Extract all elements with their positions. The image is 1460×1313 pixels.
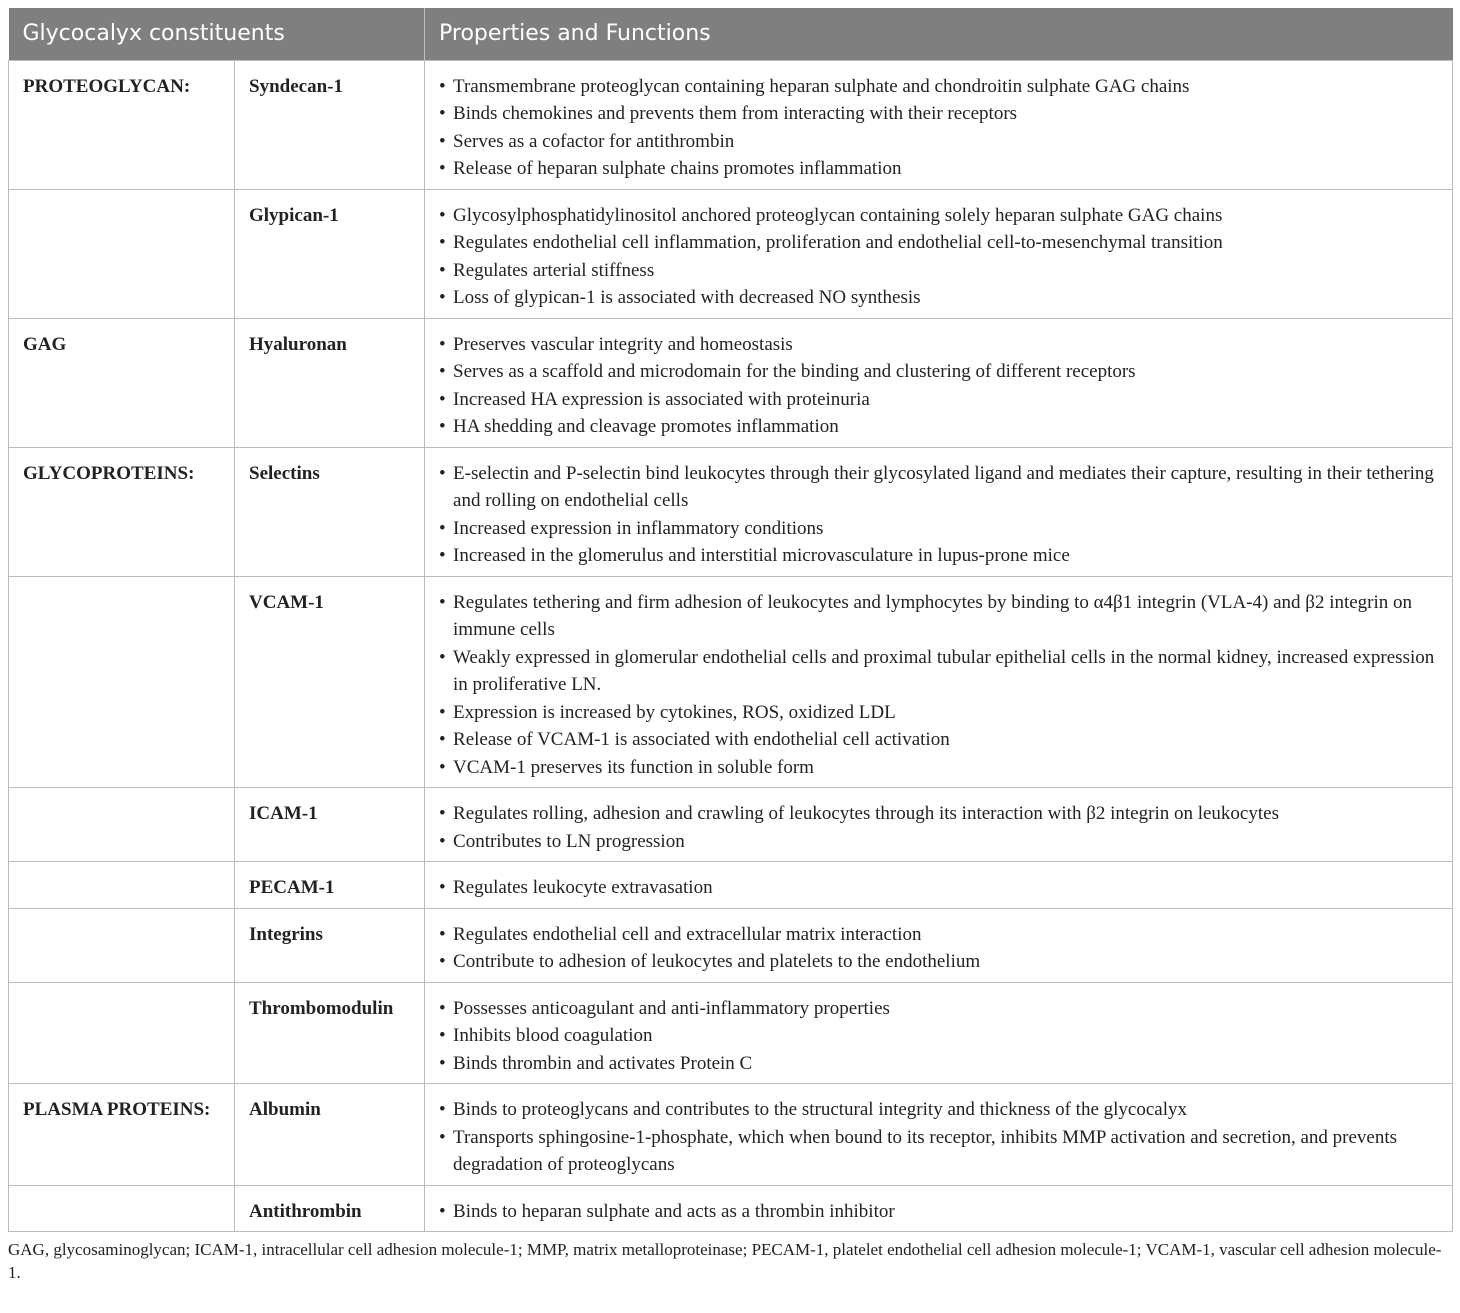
property-item [439, 284, 1438, 312]
bullet-icon: • [439, 232, 446, 253]
property-text: Binds to heparan sulphate and acts as a thrombin inhibitor [453, 1200, 895, 1222]
property-text: Binds chemokines and prevents them from interacting with their receptors [453, 103, 1018, 124]
constituent-cell: Albumin [235, 1084, 425, 1186]
table-body [9, 60, 1453, 1232]
group-cell [9, 982, 235, 1084]
property-text: Release of VCAM-1 is associated with endothelial cell activation [453, 729, 950, 750]
properties-list [439, 331, 1438, 441]
bullet-icon: • [439, 729, 446, 750]
bullet-icon: • [439, 130, 446, 152]
property-item [439, 828, 1438, 856]
constituent-cell: Integrins [235, 908, 425, 982]
group-cell [9, 908, 235, 982]
property-text: Regulates rolling, adhesion and crawling of leukocytes through its interaction with β2 integrin on leukocytes [453, 803, 1279, 824]
bullet-icon: • [439, 333, 446, 355]
bullet-icon: • [439, 416, 446, 437]
bullet-icon: • [439, 951, 446, 972]
property-text: Contributes to LN progression [453, 830, 685, 852]
property-item [439, 1022, 1438, 1050]
constituent-cell: VCAM-1 [235, 576, 425, 788]
property-text: Serves as a scaffold and microdomain for the binding and clustering of different receptors [453, 361, 1136, 382]
property-item [439, 1124, 1438, 1179]
bullet-icon: • [439, 517, 446, 539]
property-text: HA shedding and cleavage promotes inflammation [453, 416, 839, 437]
glycocalyx-table-container [8, 8, 1452, 1232]
bullet-icon: • [439, 646, 446, 668]
header-row [9, 8, 1453, 60]
header-constituents: Glycocalyx constituents [9, 8, 425, 60]
bullet-icon: • [439, 545, 446, 566]
table-row [9, 788, 1453, 862]
property-item [439, 100, 1438, 128]
glycocalyx-table [8, 8, 1453, 1232]
group-cell [9, 576, 235, 788]
property-item [439, 257, 1438, 285]
property-item [439, 460, 1438, 515]
property-item [439, 995, 1438, 1023]
property-item [439, 331, 1438, 359]
property-text: Preserves vascular integrity and homeostasis [453, 333, 793, 355]
properties-cell [425, 447, 1453, 576]
property-item [439, 229, 1438, 257]
property-item [439, 155, 1438, 183]
property-item [439, 73, 1438, 101]
constituent-cell: PECAM-1 [235, 862, 425, 909]
property-item [439, 1198, 1438, 1226]
property-item [439, 726, 1438, 754]
properties-cell [425, 862, 1453, 909]
property-text: Serves as a cofactor for antithrombin [453, 130, 735, 152]
properties-cell [425, 1185, 1453, 1232]
bullet-icon: • [439, 287, 446, 308]
table-row [9, 862, 1453, 909]
property-item [439, 128, 1438, 156]
bullet-icon: • [439, 204, 446, 226]
property-text: Increased expression in inflammatory conditions [453, 517, 824, 539]
table-row [9, 576, 1453, 788]
group-cell [9, 1185, 235, 1232]
table-row [9, 1084, 1453, 1186]
bullet-icon: • [439, 259, 446, 281]
properties-list [439, 202, 1438, 312]
bullet-icon: • [439, 462, 446, 484]
group-cell [9, 189, 235, 318]
table-row [9, 60, 1453, 189]
property-item [439, 413, 1438, 441]
property-text: VCAM-1 preserves its function in soluble form [453, 756, 814, 778]
property-text: Regulates arterial stiffness [453, 259, 655, 281]
bullet-icon: • [439, 701, 446, 723]
properties-cell [425, 1084, 1453, 1186]
property-item [439, 921, 1438, 949]
bullet-icon: • [439, 1099, 446, 1120]
properties-list [439, 800, 1438, 855]
constituent-cell: Syndecan-1 [235, 60, 425, 189]
properties-list [439, 874, 1438, 902]
property-item [439, 1096, 1438, 1124]
property-item [439, 386, 1438, 414]
constituent-cell: Hyaluronan [235, 318, 425, 447]
group-cell [9, 788, 235, 862]
bullet-icon: • [439, 361, 446, 382]
properties-list [439, 73, 1438, 183]
property-item [439, 644, 1438, 699]
properties-cell [425, 189, 1453, 318]
bullet-icon: • [439, 103, 446, 124]
property-item [439, 754, 1438, 782]
constituent-cell: Glypican-1 [235, 189, 425, 318]
bullet-icon: • [439, 1200, 446, 1222]
property-item [439, 1050, 1438, 1078]
property-item [439, 948, 1438, 976]
group-cell [9, 862, 235, 909]
property-text: Regulates tethering and firm adhesion of leukocytes and lymphocytes by binding to α4β1 integrin (VLA-4) and β2 integrin on immune cells [453, 591, 1413, 640]
property-item [439, 699, 1438, 727]
property-text: Inhibits blood coagulation [453, 1025, 653, 1046]
properties-list [439, 995, 1438, 1078]
property-item [439, 202, 1438, 230]
property-text: Binds thrombin and activates Protein C [453, 1052, 753, 1074]
bullet-icon: • [439, 75, 446, 97]
bullet-icon: • [439, 1052, 446, 1074]
table-row [9, 318, 1453, 447]
group-cell: PROTEOGLYCAN: [9, 60, 235, 189]
property-item [439, 800, 1438, 828]
bullet-icon: • [439, 997, 446, 1019]
property-item [439, 589, 1438, 644]
properties-list [439, 1198, 1438, 1226]
properties-cell [425, 60, 1453, 189]
bullet-icon: • [439, 1025, 446, 1046]
property-text: Release of heparan sulphate chains promotes inflammation [453, 158, 902, 179]
properties-cell [425, 982, 1453, 1084]
property-text: Transmembrane proteoglycan containing heparan sulphate and chondroitin sulphate GAG chains [453, 75, 1190, 97]
property-item [439, 874, 1438, 902]
property-text: Regulates leukocyte extravasation [453, 877, 713, 898]
properties-cell [425, 318, 1453, 447]
bullet-icon: • [439, 830, 446, 852]
bullet-icon: • [439, 877, 446, 898]
property-text: Expression is increased by cytokines, ROS, oxidized LDL [453, 701, 896, 723]
property-item [439, 515, 1438, 543]
group-cell: GLYCOPROTEINS: [9, 447, 235, 576]
property-text: Binds to proteoglycans and contributes to the structural integrity and thickness of the glycocalyx [453, 1099, 1187, 1120]
constituent-cell: Antithrombin [235, 1185, 425, 1232]
properties-cell [425, 788, 1453, 862]
bullet-icon: • [439, 803, 446, 824]
properties-list [439, 589, 1438, 782]
property-text: Increased HA expression is associated with proteinuria [453, 388, 870, 410]
property-text: Weakly expressed in glomerular endothelial cells and proximal tubular epithelial cells in the normal kidney, increased expression in proliferative LN. [453, 646, 1435, 695]
property-text: Regulates endothelial cell and extracellular matrix interaction [453, 923, 922, 945]
table-row [9, 189, 1453, 318]
property-text: Glycosylphosphatidylinositol anchored proteoglycan containing solely heparan sulphate GAG chains [453, 204, 1223, 226]
constituent-cell: Thrombomodulin [235, 982, 425, 1084]
table-footnote: GAG, glycosaminoglycan; ICAM-1, intracellular cell adhesion molecule-1; MMP, matrix metalloproteinase; PECAM-1, platelet endothelial cell adhesion molecule-1; VCAM-1, vascular cell adhesion molecule-1. [8, 1240, 1442, 1282]
property-text: Increased in the glomerulus and interstitial microvasculature in lupus-prone mice [453, 545, 1070, 566]
constituent-cell: Selectins [235, 447, 425, 576]
property-item [439, 358, 1438, 386]
bullet-icon: • [439, 923, 446, 945]
property-text: E-selectin and P-selectin bind leukocytes through their glycosylated ligand and mediates their capture, resulting in their tethering and rolling on endothelial cells [453, 462, 1434, 511]
properties-list [439, 921, 1438, 976]
bullet-icon: • [439, 158, 446, 179]
table-header [9, 8, 1453, 60]
constituent-cell: ICAM-1 [235, 788, 425, 862]
table-row [9, 982, 1453, 1084]
property-text: Regulates endothelial cell inflammation, proliferation and endothelial cell-to-mesenchymal transition [453, 232, 1223, 253]
header-properties: Properties and Functions [425, 8, 1453, 60]
properties-list [439, 460, 1438, 570]
property-text: Transports sphingosine-1-phosphate, which when bound to its receptor, inhibits MMP activation and secretion, and prevents degradation of proteoglycans [453, 1126, 1398, 1175]
property-text: Contribute to adhesion of leukocytes and platelets to the endothelium [453, 951, 981, 972]
group-cell: PLASMA PROTEINS: [9, 1084, 235, 1186]
properties-cell [425, 908, 1453, 982]
properties-cell [425, 576, 1453, 788]
property-text: Loss of glypican-1 is associated with decreased NO synthesis [453, 287, 921, 308]
bullet-icon: • [439, 388, 446, 410]
properties-list [439, 1096, 1438, 1179]
property-item [439, 542, 1438, 570]
table-row [9, 908, 1453, 982]
bullet-icon: • [439, 756, 446, 778]
group-cell: GAG [9, 318, 235, 447]
table-row [9, 1185, 1453, 1232]
bullet-icon: • [439, 591, 446, 613]
table-row [9, 447, 1453, 576]
property-text: Possesses anticoagulant and anti-inflammatory properties [453, 997, 890, 1019]
bullet-icon: • [439, 1126, 446, 1148]
